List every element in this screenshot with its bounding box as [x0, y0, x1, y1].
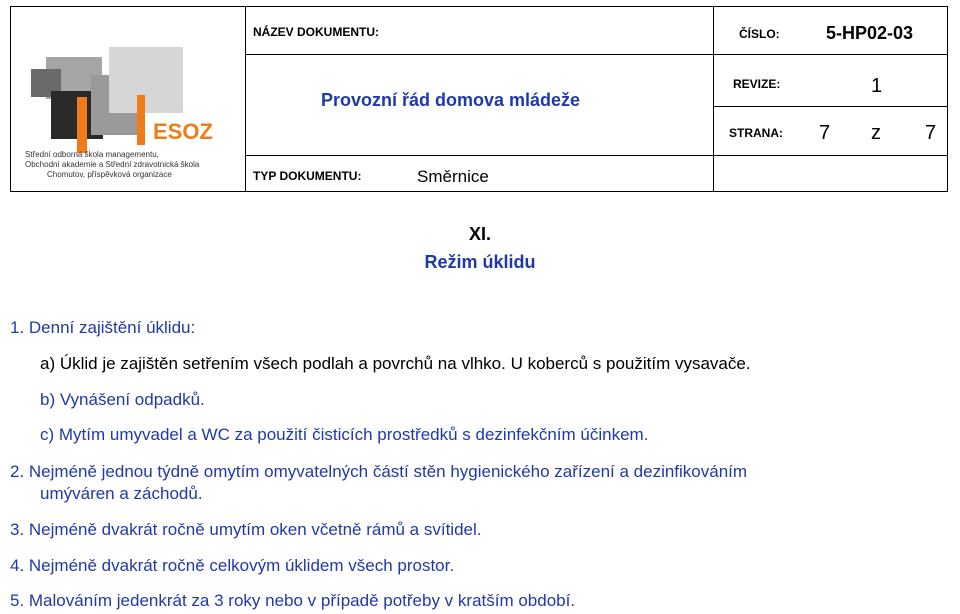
doc-name-label: NÁZEV DOKUMENTU:	[253, 25, 379, 39]
header-divider	[713, 7, 714, 191]
logo-line: Obchodní akademie a Střední zdravotnická škola	[25, 160, 200, 169]
doc-type: Směrnice	[417, 167, 489, 186]
list-item: 4. Nejméně dvakrát ročně celkovým úklidem všech prostor.	[10, 556, 455, 575]
list-item: b) Vynášení odpadků.	[40, 390, 205, 409]
list-item: 5. Malováním jedenkrát za 3 roky nebo v případě potřeby v kratším období.	[10, 591, 576, 610]
header-divider	[713, 106, 947, 107]
list-item: 2. Nejméně jednou týdně omytím omyvatelných částí stěn hygienického zařízení a dezinfikováním	[10, 462, 748, 481]
page-current: 7	[819, 122, 831, 144]
list-item: a) Úklid je zajištěn setřením všech podlah a povrchů na vlhko. U koberců s použitím vysavače.	[40, 354, 751, 373]
section-title: Režim úklidu	[424, 252, 536, 272]
doc-name: Provozní řád domova mládeže	[321, 90, 581, 110]
header-divider	[245, 155, 947, 156]
revision-value: 1	[871, 75, 883, 97]
doc-type-label: TYP DOKUMENTU:	[253, 169, 362, 183]
company-logo	[13, 9, 245, 189]
page-of: z	[871, 122, 881, 144]
doc-number: 5-HP02-03	[826, 23, 914, 43]
logo-line: Střední odborná škola managementu,	[25, 150, 159, 159]
header-divider	[245, 7, 246, 191]
logo-line: Chomutov, příspěvková organizace	[47, 170, 172, 179]
list-item: c) Mytím umyvadel a WC za použití čisticích prostředků s dezinfekčním účinkem.	[40, 425, 649, 444]
list-item: umýváren a záchodů.	[40, 484, 203, 503]
page-total: 7	[925, 122, 937, 144]
section-number: XI.	[468, 224, 491, 244]
header-divider	[245, 54, 947, 55]
document-header	[10, 6, 948, 192]
list-item: 1. Denní zajištění úklidu:	[10, 318, 196, 337]
logo-brand: ESOZ	[153, 119, 213, 144]
page-label: STRANA:	[729, 126, 783, 140]
number-label: ČÍSLO:	[739, 27, 780, 41]
revision-label: REVIZE:	[733, 77, 781, 91]
list-item: 3. Nejméně dvakrát ročně umytím oken včetně rámů a svítidel.	[10, 520, 482, 539]
